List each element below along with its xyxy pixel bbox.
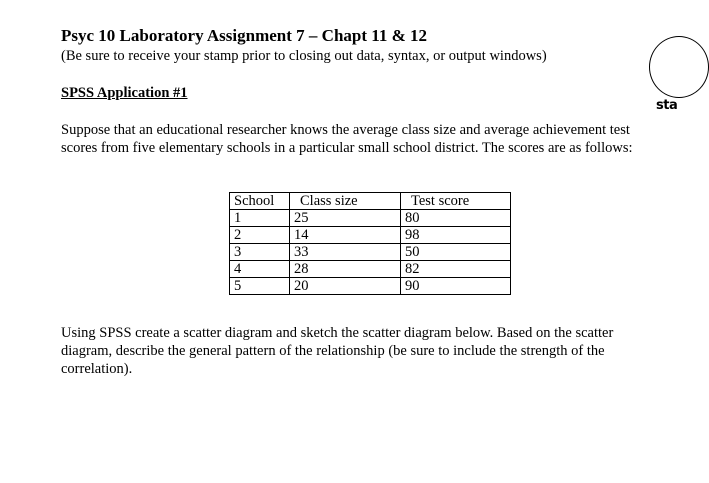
stamp-label: sta	[656, 98, 678, 113]
table-row	[230, 244, 511, 261]
table-row	[230, 210, 511, 227]
cell-class-size: 33	[290, 244, 401, 261]
header-test-score: Test score	[401, 193, 511, 210]
stamp-circle	[649, 36, 709, 98]
section-heading: SPSS Application #1	[61, 85, 188, 101]
scores-table	[229, 192, 511, 295]
cell-school: 3	[230, 244, 290, 261]
cell-test-score: 50	[401, 244, 511, 261]
assignment-subtitle: (Be sure to receive your stamp prior to closing out data, syntax, or output windows)	[61, 48, 547, 64]
cell-school: 1	[230, 210, 290, 227]
cell-class-size: 25	[290, 210, 401, 227]
table-row	[230, 227, 511, 244]
table-row	[230, 261, 511, 278]
cell-test-score: 82	[401, 261, 511, 278]
header-school: School	[230, 193, 290, 210]
intro-paragraph: Suppose that an educational researcher knows the average class size and average achievement test scores from five elementary schools in a particular small school district. The scores are as follows:	[61, 122, 633, 156]
table-header-row	[230, 193, 511, 210]
cell-class-size: 28	[290, 261, 401, 278]
cell-test-score: 90	[401, 278, 511, 295]
instructions-paragraph: Using SPSS create a scatter diagram and sketch the scatter diagram below. Based on the scatter diagram, describe the general pattern of the relationship (be sure to include the strength of the correlation).	[61, 325, 614, 377]
cell-test-score: 80	[401, 210, 511, 227]
cell-school: 4	[230, 261, 290, 278]
cell-class-size: 20	[290, 278, 401, 295]
assignment-title: Psyc 10 Laboratory Assignment 7 – Chapt 11 & 12	[61, 26, 427, 45]
header-class-size: Class size	[290, 193, 401, 210]
table-row	[230, 278, 511, 295]
cell-school: 5	[230, 278, 290, 295]
cell-test-score: 98	[401, 227, 511, 244]
cell-class-size: 14	[290, 227, 401, 244]
cell-school: 2	[230, 227, 290, 244]
